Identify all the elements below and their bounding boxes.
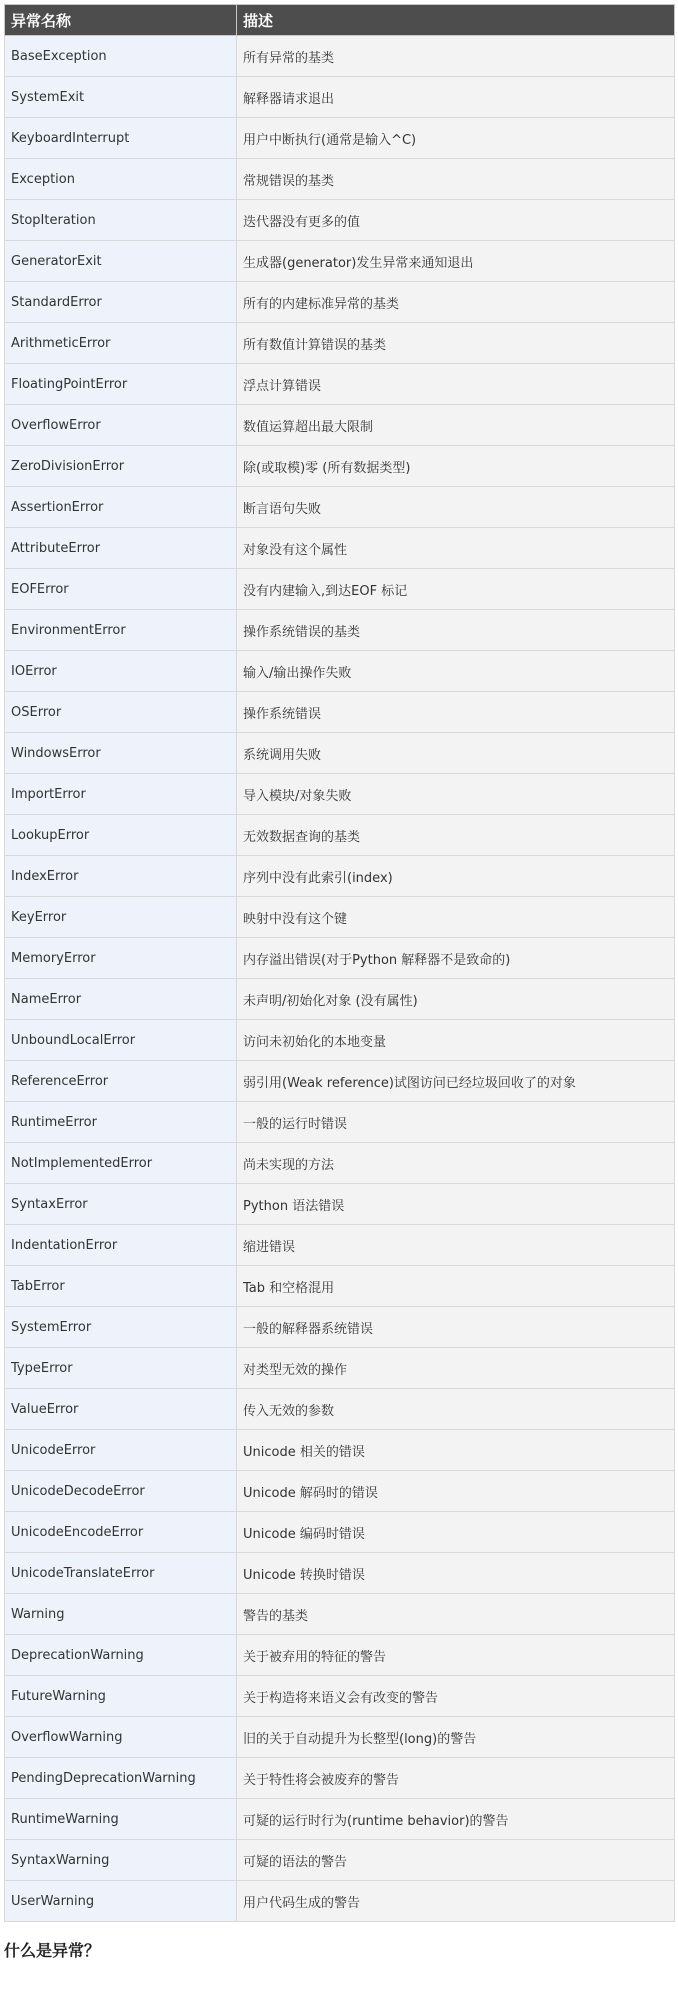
- exceptions-table: [4, 4, 675, 1922]
- description-cell: Unicode 相关的错误: [237, 1430, 675, 1471]
- exception-name-cell: Warning: [5, 1594, 237, 1635]
- exception-name-cell: SyntaxError: [5, 1184, 237, 1225]
- table-row: [5, 1225, 675, 1266]
- table-row: [5, 405, 675, 446]
- exception-name-cell: UnicodeError: [5, 1430, 237, 1471]
- table-row: [5, 979, 675, 1020]
- exception-name-cell: LookupError: [5, 815, 237, 856]
- table-row: [5, 692, 675, 733]
- description-cell: 缩进错误: [237, 1225, 675, 1266]
- description-cell: 常规错误的基类: [237, 159, 675, 200]
- description-cell: 解释器请求退出: [237, 77, 675, 118]
- exception-name-cell: ReferenceError: [5, 1061, 237, 1102]
- exception-name-cell: IndentationError: [5, 1225, 237, 1266]
- description-cell: 映射中没有这个键: [237, 897, 675, 938]
- exception-name-cell: NotImplementedError: [5, 1143, 237, 1184]
- table-row: [5, 1758, 675, 1799]
- exception-name-cell: StopIteration: [5, 200, 237, 241]
- table-row: [5, 569, 675, 610]
- table-row: [5, 364, 675, 405]
- exception-name-cell: GeneratorExit: [5, 241, 237, 282]
- exception-name-cell: KeyboardInterrupt: [5, 118, 237, 159]
- header-exception-name: 异常名称: [5, 5, 237, 36]
- table-row: [5, 1430, 675, 1471]
- exception-name-cell: NameError: [5, 979, 237, 1020]
- description-cell: 所有的内建标准异常的基类: [237, 282, 675, 323]
- description-cell: 未声明/初始化对象 (没有属性): [237, 979, 675, 1020]
- description-cell: 尚未实现的方法: [237, 1143, 675, 1184]
- exception-name-cell: RuntimeError: [5, 1102, 237, 1143]
- exception-name-cell: OverflowError: [5, 405, 237, 446]
- description-cell: 操作系统错误: [237, 692, 675, 733]
- table-row: [5, 610, 675, 651]
- description-cell: 浮点计算错误: [237, 364, 675, 405]
- description-cell: 用户代码生成的警告: [237, 1881, 675, 1922]
- table-row: [5, 1061, 675, 1102]
- table-row: [5, 651, 675, 692]
- table-row: [5, 1881, 675, 1922]
- exception-name-cell: UserWarning: [5, 1881, 237, 1922]
- exception-name-cell: TypeError: [5, 1348, 237, 1389]
- table-row: [5, 323, 675, 364]
- exception-name-cell: SyntaxWarning: [5, 1840, 237, 1881]
- exception-name-cell: UnicodeTranslateError: [5, 1553, 237, 1594]
- description-cell: 输入/输出操作失败: [237, 651, 675, 692]
- exception-name-cell: KeyError: [5, 897, 237, 938]
- exception-name-cell: ImportError: [5, 774, 237, 815]
- table-row: [5, 774, 675, 815]
- table-row: [5, 1266, 675, 1307]
- table-header: [5, 5, 675, 36]
- table-row: [5, 1389, 675, 1430]
- description-cell: 可疑的运行时行为(runtime behavior)的警告: [237, 1799, 675, 1840]
- table-row: [5, 1307, 675, 1348]
- exception-name-cell: OSError: [5, 692, 237, 733]
- exception-name-cell: ValueError: [5, 1389, 237, 1430]
- description-cell: 迭代器没有更多的值: [237, 200, 675, 241]
- table-row: [5, 446, 675, 487]
- description-cell: 序列中没有此索引(index): [237, 856, 675, 897]
- table-row: [5, 1348, 675, 1389]
- table-row: [5, 118, 675, 159]
- exception-name-cell: TabError: [5, 1266, 237, 1307]
- table-row: [5, 733, 675, 774]
- exception-name-cell: DeprecationWarning: [5, 1635, 237, 1676]
- exception-name-cell: EnvironmentError: [5, 610, 237, 651]
- exception-name-cell: BaseException: [5, 36, 237, 77]
- exception-name-cell: UnicodeEncodeError: [5, 1512, 237, 1553]
- table-row: [5, 938, 675, 979]
- exception-name-cell: FloatingPointError: [5, 364, 237, 405]
- section-heading: 什么是异常？: [4, 1941, 101, 1960]
- exception-name-cell: IOError: [5, 651, 237, 692]
- description-cell: 用户中断执行(通常是输入^C): [237, 118, 675, 159]
- description-cell: 所有异常的基类: [237, 36, 675, 77]
- table-row: [5, 487, 675, 528]
- description-cell: 除(或取模)零 (所有数据类型): [237, 446, 675, 487]
- table-row: [5, 1143, 675, 1184]
- description-cell: Tab 和空格混用: [237, 1266, 675, 1307]
- table-body: [5, 36, 675, 1922]
- table-row: [5, 815, 675, 856]
- description-cell: 断言语句失败: [237, 487, 675, 528]
- description-cell: 关于特性将会被废弃的警告: [237, 1758, 675, 1799]
- description-cell: 对类型无效的操作: [237, 1348, 675, 1389]
- table-row: [5, 1799, 675, 1840]
- description-cell: 弱引用(Weak reference)试图访问已经垃圾回收了的对象: [237, 1061, 675, 1102]
- exception-name-cell: WindowsError: [5, 733, 237, 774]
- exception-name-cell: ZeroDivisionError: [5, 446, 237, 487]
- description-cell: 数值运算超出最大限制: [237, 405, 675, 446]
- description-cell: 关于被弃用的特征的警告: [237, 1635, 675, 1676]
- exception-name-cell: UnboundLocalError: [5, 1020, 237, 1061]
- table-row: [5, 36, 675, 77]
- description-cell: 可疑的语法的警告: [237, 1840, 675, 1881]
- description-cell: 导入模块/对象失败: [237, 774, 675, 815]
- description-cell: 无效数据查询的基类: [237, 815, 675, 856]
- description-cell: 没有内建输入,到达EOF 标记: [237, 569, 675, 610]
- table-row: [5, 159, 675, 200]
- exception-name-cell: RuntimeWarning: [5, 1799, 237, 1840]
- description-cell: 旧的关于自动提升为长整型(long)的警告: [237, 1717, 675, 1758]
- exception-name-cell: SystemExit: [5, 77, 237, 118]
- exception-name-cell: PendingDeprecationWarning: [5, 1758, 237, 1799]
- table-row: [5, 1471, 675, 1512]
- exception-name-cell: SystemError: [5, 1307, 237, 1348]
- description-cell: 对象没有这个属性: [237, 528, 675, 569]
- table-row: [5, 1635, 675, 1676]
- exception-name-cell: AttributeError: [5, 528, 237, 569]
- exception-name-cell: IndexError: [5, 856, 237, 897]
- table-row: [5, 528, 675, 569]
- header-description: 描述: [237, 5, 675, 36]
- table-row: [5, 1512, 675, 1553]
- exception-name-cell: Exception: [5, 159, 237, 200]
- table-row: [5, 1840, 675, 1881]
- exception-name-cell: MemoryError: [5, 938, 237, 979]
- exception-name-cell: StandardError: [5, 282, 237, 323]
- table-row: [5, 1102, 675, 1143]
- description-cell: 一般的运行时错误: [237, 1102, 675, 1143]
- table-row: [5, 1594, 675, 1635]
- description-cell: Unicode 转换时错误: [237, 1553, 675, 1594]
- description-cell: Python 语法错误: [237, 1184, 675, 1225]
- table-row: [5, 856, 675, 897]
- table-row: [5, 1717, 675, 1758]
- exception-name-cell: ArithmeticError: [5, 323, 237, 364]
- table-row: [5, 1676, 675, 1717]
- description-cell: 内存溢出错误(对于Python 解释器不是致命的): [237, 938, 675, 979]
- exception-name-cell: UnicodeDecodeError: [5, 1471, 237, 1512]
- description-cell: Unicode 编码时错误: [237, 1512, 675, 1553]
- header-row: [5, 5, 675, 36]
- description-cell: 所有数值计算错误的基类: [237, 323, 675, 364]
- table-row: [5, 1553, 675, 1594]
- exception-name-cell: AssertionError: [5, 487, 237, 528]
- description-cell: 生成器(generator)发生异常来通知退出: [237, 241, 675, 282]
- description-cell: 一般的解释器系统错误: [237, 1307, 675, 1348]
- table-row: [5, 282, 675, 323]
- exception-name-cell: FutureWarning: [5, 1676, 237, 1717]
- description-cell: 系统调用失败: [237, 733, 675, 774]
- table-row: [5, 77, 675, 118]
- description-cell: 访问未初始化的本地变量: [237, 1020, 675, 1061]
- description-cell: 警告的基类: [237, 1594, 675, 1635]
- description-cell: Unicode 解码时的错误: [237, 1471, 675, 1512]
- table-row: [5, 241, 675, 282]
- description-cell: 传入无效的参数: [237, 1389, 675, 1430]
- exception-name-cell: EOFError: [5, 569, 237, 610]
- table-row: [5, 897, 675, 938]
- description-cell: 操作系统错误的基类: [237, 610, 675, 651]
- description-cell: 关于构造将来语义会有改变的警告: [237, 1676, 675, 1717]
- exception-name-cell: OverflowWarning: [5, 1717, 237, 1758]
- table-row: [5, 200, 675, 241]
- table-row: [5, 1020, 675, 1061]
- table-row: [5, 1184, 675, 1225]
